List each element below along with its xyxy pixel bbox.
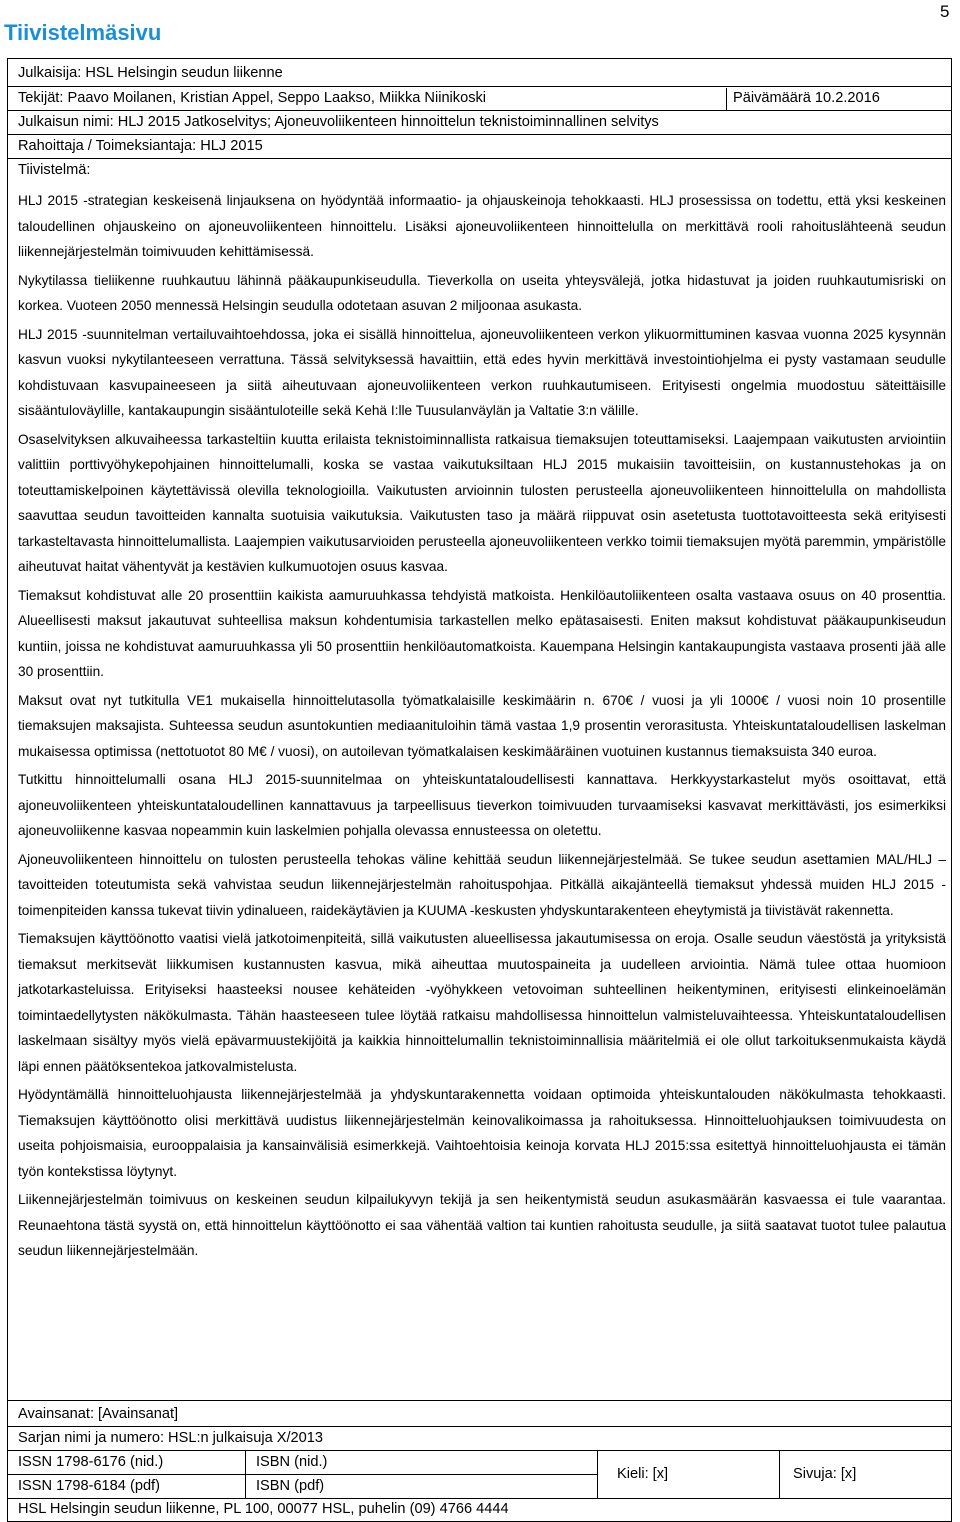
page-title: Tiivistelmäsivu [4, 20, 162, 45]
abstract-paragraph: Osaselvityksen alkuvaiheessa tarkasteltiin kuutta erilaista teknistoiminnallista ratkaisua tiemaksujen toteuttamiseksi. Laajempaan vaikutusten arviointiin valittiin porttivyöhykepohjainen hinnoittelumalli, koska se vastaa vaikutuksiltaan HLJ 2015 mukaisiin tavoitteisiin, on kustannustehokas ja on toteuttamiskelpoinen käytettävissä olevilla teknologioilla. Vaikutusten arvioinnin tulosten perusteella ajoneuvoliikenteen hinnoittelulla on mahdollista saavuttaa seudun tavoitteiden kannalta suotuisia vaikutuksia. Vaikutusten taso ja määrä riippuvat osin asetetusta tuottotavoitteesta sekä erityisesti tarkasteltavasta hinnoittelumallista. Laajempien vaikutusarvioiden perusteella ajoneuvoliikenteen verkko toimii tiemaksujen myötä paremmin, ympäristölle aiheutuvat haitat vähentyvät ja kestävien kulkumuotojen osuus kasvaa. [18, 431, 946, 574]
divider [7, 1450, 952, 1451]
abstract-paragraph: HLJ 2015 -strategian keskeisenä linjauksena on hyödyntää informaatio- ja ohjauskeinoja tehokkaasti. HLJ prosessissa on todettu, että yksi keskeinen taloudellinen ohjauskeino on ajoneuvoliikenteen hinnoittelu. Lisäksi ajoneuvoliikenteen hinnoittelulla on merkittävä rooli rahoituslähteenä seudun liikennejärjestelmän toimivuuden kehittämisessä. [18, 193, 946, 259]
date-field: Päivämäärä 10.2.2016 [733, 90, 880, 106]
pages-field: Sivuja: [x] [793, 1466, 857, 1482]
isbn-pdf-field: ISBN (pdf) [256, 1478, 325, 1494]
date-divider [726, 88, 727, 110]
abstract-paragraph: Maksut ovat nyt tutkitulla VE1 mukaisella hinnoittelutasolla työmatkalaisille keskimäärin n. 670€ / vuosi ja yli 1000€ / vuosi noin 10 prosentille tiemaksujen maksajista. Suhteessa seudun asuntokuntien mediaanituloihin tämä vastaa 1,9 prosentin verorasitusta. Yhteiskuntataloudellisen laskelman mukaisessa optimissa (nettotuotot 80 M€ / vuosi), on autoilevan työmatkalaisen keskimääräinen vuotuinen kustannus tiemaksuista 340 euroa. [18, 692, 946, 759]
page-number: 5 [940, 2, 950, 21]
issn-pdf-field: ISSN 1798-6184 (pdf) [18, 1478, 160, 1494]
publication-name-field: Julkaisun nimi: HLJ 2015 Jatkoselvitys; Ajoneuvoliikenteen hinnoittelun teknistoiminnallinen selvitys [18, 114, 659, 130]
divider [7, 110, 952, 111]
language-field: Kieli: [x] [617, 1466, 669, 1482]
abstract-paragraph: Tiemaksujen käyttöönotto vaatisi vielä jatkotoimenpiteitä, sillä vaikutusten alueellisessa jakautumisessa on eroja. Osalle seudun väestöstä ja yrityksistä tiemaksut merkitsevät liikkumisen kustannusten kasvua, mikä aiheuttaa muutospaineita ja uudelleen arviointia. Nämä tulee ottaa huomioon jatkotarkasteluissa. Erityiseksi haasteeksi nousee kehäteiden -vyöhykkeen vetovoiman suhteellinen heikentyminen, erityisesti elinkeinoelämän toimintaedellytysten näkökulmasta. Tähän haasteeseen tulee löytää ratkaisu mahdollisessa hinnoittelun valmisteluvaihteessa. Yhteiskuntataloudellisen laskelmaan sisältyy myös vielä epävarmuustekijöitä ja kaikkia hinnoittelumallin teknistoiminnallisia määritelmiä ei ole ollut tarkoituksenmukaista käydä läpi ennen päätöksentekoa jatkovalmistelusta. [18, 931, 946, 1074]
contact-field: HSL Helsingin seudun liikenne, PL 100, 00077 HSL, puhelin (09) 4766 4444 [18, 1501, 509, 1517]
cell-divider [597, 1450, 598, 1498]
cell-divider [245, 1450, 246, 1498]
divider [7, 86, 952, 87]
abstract-paragraph: Hyödyntämällä hinnoitteluohjausta liikennejärjestelmää ja yhdyskuntarakennetta voidaan optimoida yhteiskuntalouden näkökulmasta tehokkaasti. Tiemaksujen käyttöönotto olisi merkittävä uudistus liikennejärjestelmän keinovalikoimassa ja rahoituksessa. Hinnoitteluohjauksen toimivuudesta on useita pohjoismaisia, eurooppalaisia ja kansainvälisiä esimerkkejä. Vaihtoehtoisia keinoja korvata HLJ 2015:ssa esitettyä hinnoitteluohjausta ei tämän työn kontekstissa löytynyt. [18, 1087, 946, 1179]
abstract-paragraph: Tiemaksut kohdistuvat alle 20 prosenttiin kaikista aamuruuhkassa tehdyistä matkoista. Henkilöautoliikenteen osalta vastaava osuus on 40 prosenttia. Alueellisesti maksut jakautuvat suhteellisa maksun kohdentumisia tarkastellen melko epätasaisesti. Eniten maksut kohdistuvat pääkaupunkiseudun kuntiin, joissa ne kohdistuvat aamuruuhkassa yli 50 prosenttiin henkilöautomatkoista. Kauempana Helsingin kantakaupungista vastaava prosenti jää alle 30 prosenttiin. [18, 587, 946, 679]
isbn-print-field: ISBN (nid.) [256, 1454, 328, 1470]
keywords-field: Avainsanat: [Avainsanat] [18, 1406, 179, 1422]
series-field: Sarjan nimi ja numero: HSL:n julkaisuja X/2013 [18, 1430, 324, 1446]
divider [7, 1498, 952, 1499]
abstract-paragraph: Liikennejärjestelmän toimivuus on keskeinen seudun kilpailukyvyn tekijä ja sen heikentymistä seudun asukasmäärän kasvaessa ei tule vaarantaa. Reunaehtona tästä syystä on, että hinnoittelun käyttöönotto ei saa vähentää valtion tai kuntien rahoitusta seudulle, ja siitä saatavat tuotot tulee palautua seudun liikennejärjestelmään. [18, 1192, 946, 1258]
funder-field: Rahoittaja / Toimeksiantaja: HLJ 2015 [18, 138, 263, 154]
abstract-paragraph: Tutkittu hinnoittelumalli osana HLJ 2015-suunnitelmaa on yhteiskuntataloudellisesti kannattava. Herkkyystarkastelut myös osoittavat, että ajoneuvoliikenteen yhteiskuntataloudellinen kannattavuus ja tarpeellisuus tieverkon toimivuuden turvaamiseksi kasvavat merkittävästi, jos esimerkiksi ajoneuvoliikenne kasvaa nopeammin kuin laskelmien pohjalla olevassa ennusteessa on oletettu. [18, 772, 946, 838]
divider [7, 1400, 952, 1401]
divider [7, 158, 952, 159]
issn-print-field: ISSN 1798-6176 (nid.) [18, 1454, 164, 1470]
cell-divider [779, 1450, 780, 1498]
abstract-paragraph: HLJ 2015 -suunnitelman vertailuvaihtoehdossa, joka ei sisällä hinnoittelua, ajoneuvoliikenteen verkon ylikuormittuminen kasvaa vuonna 2025 kysynnän kasvun vuoksi nykytilanteeseen verrattuna. Tässä selvityksessä havaittiin, että edes hyvin merkittävä investointiohjelma ei pysty vastamaan seudulle kohdistuvaan kasvupaineeseen ja siitä aiheutuvaan ajoneuvoliikenteen verkon ruuhkautumiseen. Erityisesti ongelmia muodostuu säteittäisille sisääntuloväylille, kantakaupungin sisääntuloteille sekä Kehä I:lle Tuusulanväylän ja Valtatie 3:n välille. [18, 326, 946, 418]
abstract-label: Tiivistelmä: [18, 162, 91, 178]
abstract-paragraph: Ajoneuvoliikenteen hinnoittelu on tulosten perusteella tehokas väline kehittää seudun liikennejärjestelmää. Se tukee seudun asettamien MAL/HLJ –tavoitteiden toteutumista sekä vahvistaa seudun liikennejärjestelmän rahoituspohjaa. Pitkällä aikajänteellä tiemaksut yhdessä muiden HLJ 2015 -toimenpiteiden kanssa tukevat tiivin ydinalueen, raidekäytävien ja KUUMA -keskusten yhdyskuntarakenteen eheytymistä ja tiivistävät rakennetta. [18, 851, 946, 918]
divider [7, 134, 952, 135]
authors-field: Tekijät: Paavo Moilanen, Kristian Appel, Seppo Laakso, Miikka Niinikoski [18, 90, 487, 106]
publisher-field: Julkaisija: HSL Helsingin seudun liikenne [18, 65, 283, 81]
abstract-body [18, 188, 946, 1267]
divider [7, 1474, 597, 1475]
divider [7, 1426, 952, 1427]
abstract-paragraph: Nykytilassa tieliikenne ruuhkautuu lähinnä pääkaupunkiseudulla. Tieverkolla on useita yhteysvälejä, jotka hidastuvat ja joiden ruuhkautumisriski on korkea. Vuoteen 2050 mennessä Helsingin seudulla odotetaan asuvan 2 miljoonaa asukasta. [18, 272, 946, 313]
